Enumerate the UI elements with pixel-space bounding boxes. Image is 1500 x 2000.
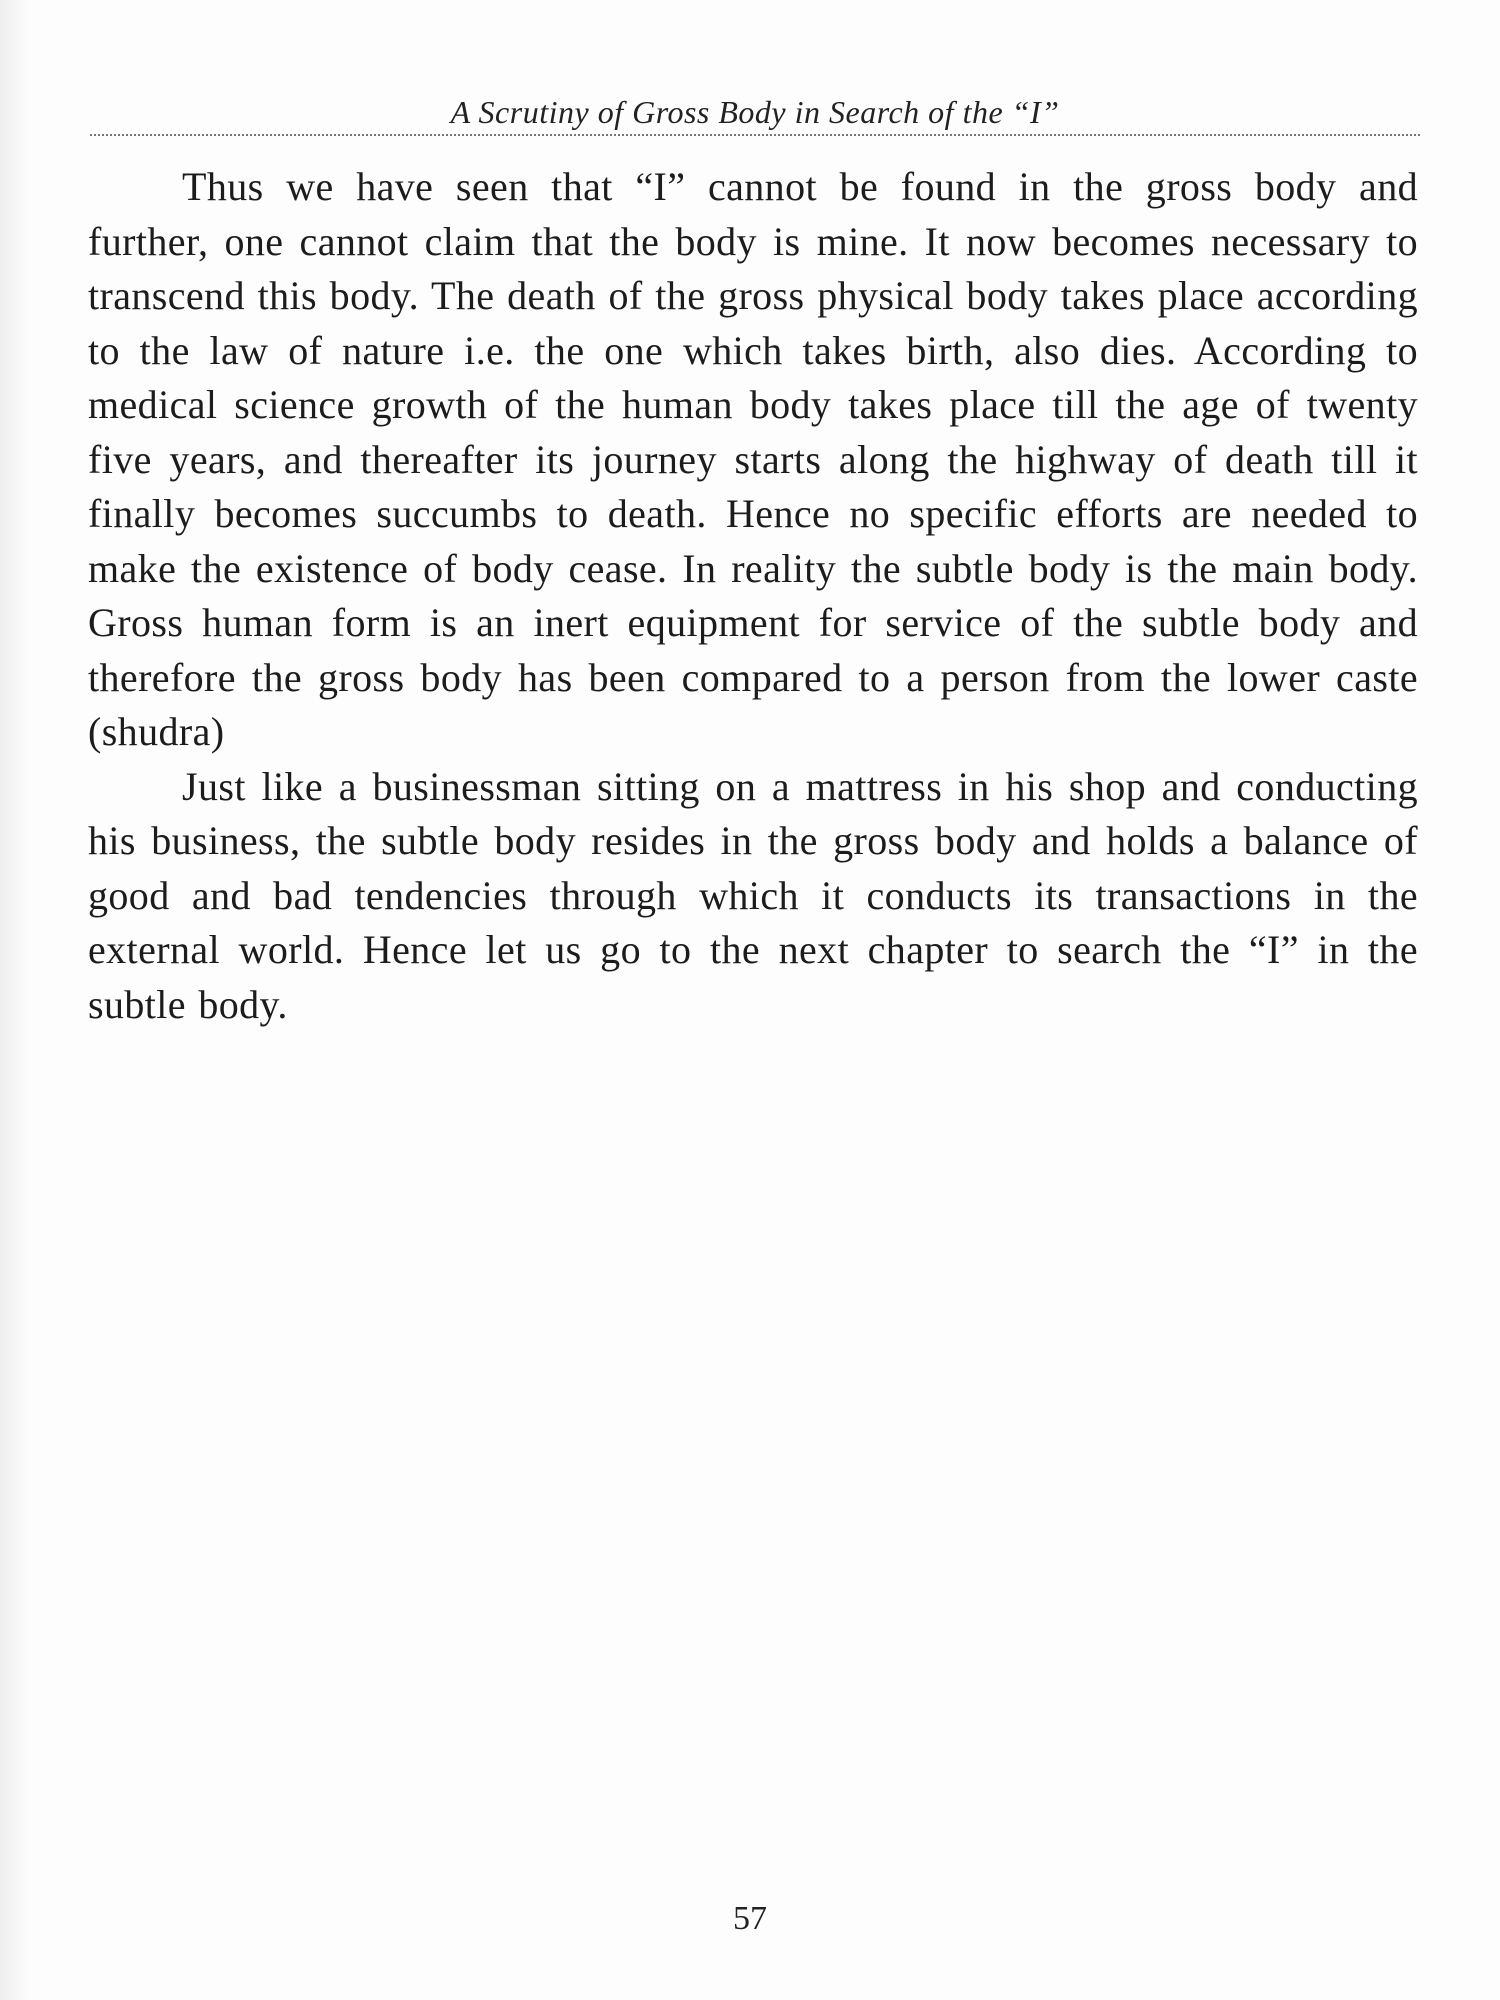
page-number: 57 xyxy=(733,1900,767,1937)
paragraph-1: Thus we have seen that “I” cannot be found in the gross body and further, one cannot claim that the body is mine. It now becomes necessary to transcend this body. The death of the gross physical body takes place according to the law of nature i.e. the one which takes birth, also dies. According to medical science growth of the human body takes place till the age of twenty five years, and thereafter its journey starts along the highway of death till it finally becomes succumbs to death. Hence no specific efforts are needed to make the existence of body cease. In reality the subtle body is the main body. Gross human form is an inert equipment for service of the subtle body and therefore the gross body has been compared to a person from the lower caste (shudra) xyxy=(88,164,1418,754)
running-header-title: A Scrutiny of Gross Body in Search of the “I” xyxy=(450,94,1060,130)
body-text xyxy=(88,160,1418,1032)
header-dotted-rule xyxy=(90,134,1420,136)
page-gutter-shadow xyxy=(0,0,30,2000)
paragraph-2: Just like a businessman sitting on a mattress in his shop and conducting his business, the subtle body resides in the gross body and holds a balance of good and bad tendencies through which it conducts its transactions in the external world. Hence let us go to the next chapter to search the “I” in the subtle body. xyxy=(88,763,1418,1027)
